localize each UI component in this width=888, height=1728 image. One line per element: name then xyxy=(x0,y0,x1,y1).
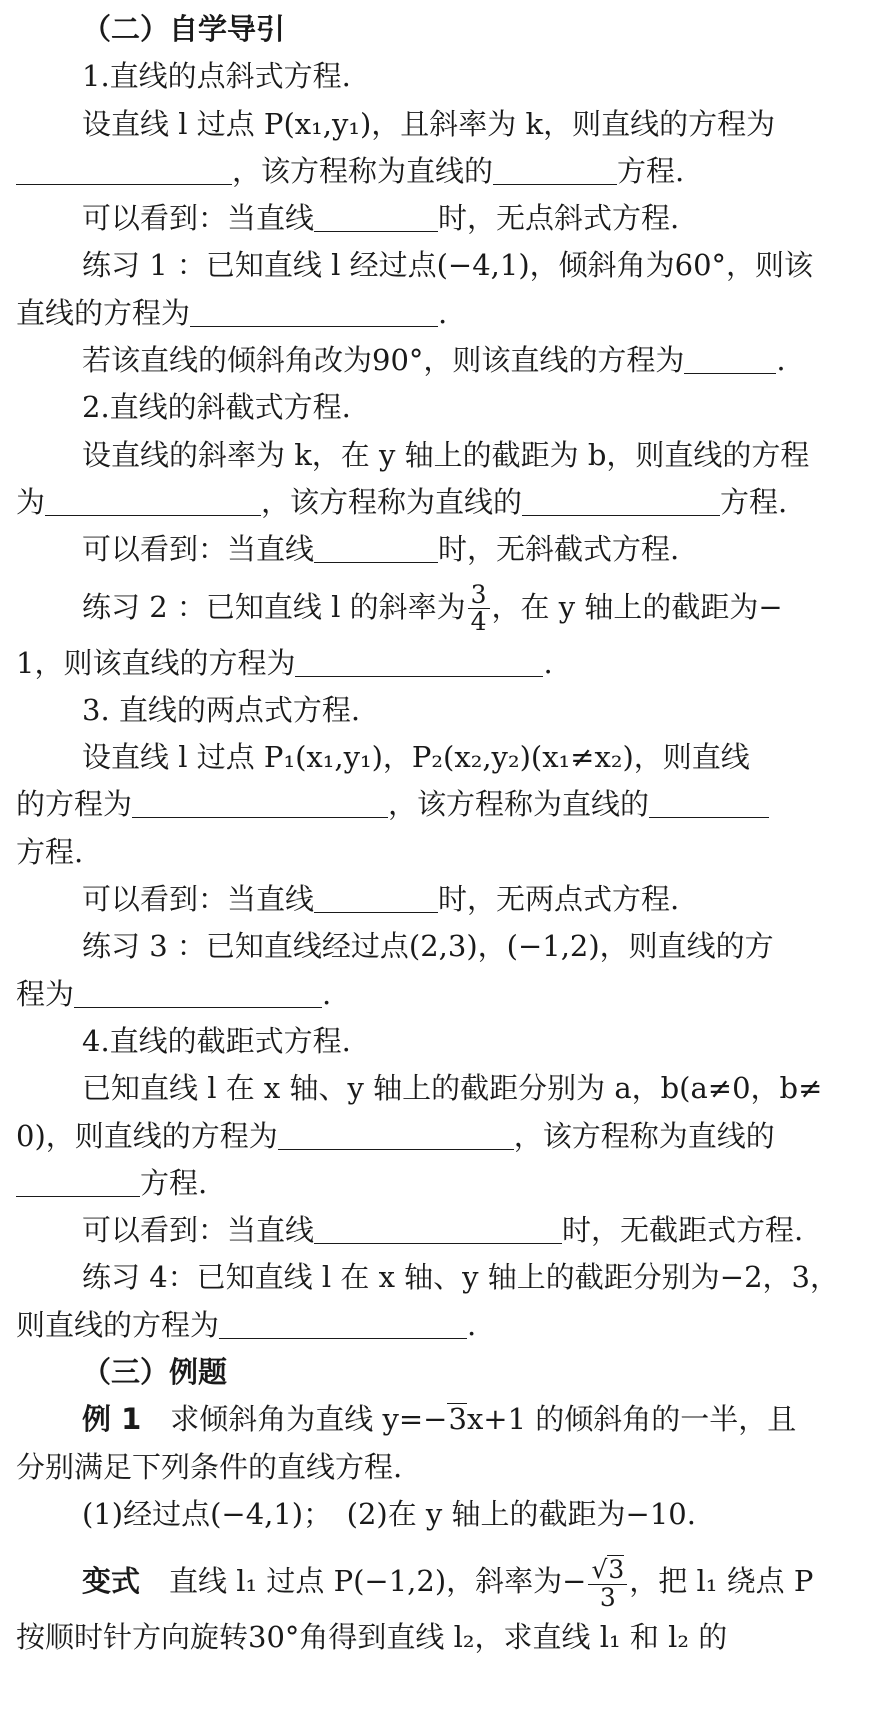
exercise-3: 练习 3 ：已知直线经过点(2,3)，(−1,2)，则直线的方 xyxy=(82,929,774,964)
fraction-denominator: 4 xyxy=(470,607,487,637)
text-span: ，该方程称为直线的 xyxy=(513,1118,775,1153)
exercise-4: 练习 4：已知直线 l 在 x 轴、y 轴上的截距分别为−2，3， xyxy=(82,1260,839,1295)
intercept-form-line2 xyxy=(16,1113,874,1160)
spacer xyxy=(16,1538,874,1548)
slope-intercept-condition xyxy=(16,526,874,573)
text-span: 程为 xyxy=(16,976,75,1011)
text-span: 直线 l₁ 过点 P(−1,2)，斜率为− xyxy=(169,1564,587,1599)
fraction xyxy=(468,579,490,637)
intercept-form-heading: 4.直线的截距式方程. xyxy=(82,1023,351,1058)
text-span: 练习 2 ：已知直线 l 的斜率为 xyxy=(82,589,466,624)
fraction xyxy=(588,1555,627,1611)
text-span: 方程. xyxy=(720,484,788,519)
example-1 xyxy=(16,1396,874,1443)
point-slope-condition xyxy=(16,195,874,242)
text-span: 则直线的方程为 xyxy=(16,1307,220,1342)
answer-blank[interactable] xyxy=(74,977,322,1008)
fraction-denominator: 3 xyxy=(599,1582,616,1612)
section-title-self-study: （二）自学导引 xyxy=(82,12,286,46)
answer-blank[interactable] xyxy=(16,154,232,185)
intercept-form-condition xyxy=(16,1207,874,1254)
text-span: 时，无点斜式方程. xyxy=(438,201,680,236)
sqrt-expression: 3 xyxy=(608,1555,625,1585)
exercise-4-line2 xyxy=(16,1302,874,1349)
exercise-3-line2 xyxy=(16,971,874,1018)
text-span: . xyxy=(438,295,448,330)
example-1-conditions: (1)经过点(−4,1)； (2)在 y 轴上的截距为−10. xyxy=(82,1496,696,1531)
example-label: 例 1 xyxy=(82,1402,142,1437)
answer-blank[interactable] xyxy=(649,787,769,818)
exercise-1: 练习 1 ：已知直线 l 经过点(−4,1)，倾斜角为60°，则该 xyxy=(82,248,814,283)
example-1-line2: 分别满足下列条件的直线方程. xyxy=(16,1449,403,1484)
two-point-heading: 3. 直线的两点式方程. xyxy=(82,692,361,727)
text-span: 求倾斜角为直线 y=− xyxy=(170,1402,448,1437)
text-span: 时，无斜截式方程. xyxy=(438,532,680,567)
text-span: ，该方程称为直线的 xyxy=(261,484,523,519)
text-span: 时，无两点式方程. xyxy=(438,882,680,917)
text-span: ，把 l₁ 绕点 P xyxy=(629,1564,814,1599)
answer-blank[interactable] xyxy=(314,532,438,563)
text-span: 方程. xyxy=(140,1165,208,1200)
sqrt-expression: 3 xyxy=(448,1402,467,1437)
fraction-numerator: 3 xyxy=(468,582,490,609)
text-span: . xyxy=(322,976,332,1011)
two-point-condition xyxy=(16,876,874,923)
intercept-form-line3 xyxy=(16,1160,874,1207)
slope-intercept-text: 设直线的斜率为 k，在 y 轴上的截距为 b，则直线的方程 xyxy=(82,437,810,472)
exercise-2-line2 xyxy=(16,640,874,687)
section-title-examples: （三）例题 xyxy=(82,1355,228,1390)
intercept-form-text: 已知直线 l 在 x 轴、y 轴上的截距分别为 a，b(a≠0，b≠ xyxy=(82,1071,823,1106)
text-span: 直线的方程为 xyxy=(16,295,191,330)
answer-blank[interactable] xyxy=(132,787,388,818)
text-span: ，在 y 轴上的截距为− xyxy=(491,589,783,624)
text-span: . xyxy=(467,1307,477,1342)
text-span: 若该直线的倾斜角改为90°，则该直线的方程为 xyxy=(82,343,685,378)
exercise-1-line3 xyxy=(16,337,874,384)
answer-blank[interactable] xyxy=(295,646,543,677)
two-point-text: 设直线 l 过点 P₁(x₁,y₁)，P₂(x₂,y₂)(x₁≠x₂)，则直线 xyxy=(82,740,750,775)
text-span: 可以看到：当直线 xyxy=(82,1213,315,1248)
answer-blank[interactable] xyxy=(16,1166,140,1197)
text-span: 可以看到：当直线 xyxy=(82,201,315,236)
text-span: . xyxy=(543,645,553,680)
variant-label: 变式 xyxy=(82,1564,141,1599)
point-slope-heading: 1.直线的点斜式方程. xyxy=(82,59,351,94)
answer-blank[interactable] xyxy=(219,1308,467,1339)
text-span: 可以看到：当直线 xyxy=(82,532,315,567)
text-span: 时，无截距式方程. xyxy=(562,1213,804,1248)
answer-blank[interactable] xyxy=(190,296,438,327)
variant-line2: 按顺时针方向旋转30°角得到直线 l₂，求直线 l₁ 和 l₂ 的 xyxy=(16,1620,728,1655)
text-span: 可以看到：当直线 xyxy=(82,882,315,917)
answer-blank[interactable] xyxy=(493,154,617,185)
answer-blank[interactable] xyxy=(45,485,261,516)
exercise-2 xyxy=(16,574,874,640)
answer-blank[interactable] xyxy=(314,201,438,232)
variant-problem xyxy=(16,1548,874,1614)
exercise-1-line2 xyxy=(16,290,874,337)
two-point-line3: 方程. xyxy=(16,834,84,869)
answer-blank[interactable] xyxy=(314,882,438,913)
slope-intercept-line2 xyxy=(16,479,874,526)
slope-intercept-heading: 2.直线的斜截式方程. xyxy=(82,390,351,425)
point-slope-line2 xyxy=(16,148,874,195)
text-span: 1，则该直线的方程为 xyxy=(16,645,296,680)
text-span: 为 xyxy=(16,484,46,519)
answer-blank[interactable] xyxy=(522,485,720,516)
answer-blank[interactable] xyxy=(684,343,776,374)
answer-blank[interactable] xyxy=(314,1213,562,1244)
two-point-line2 xyxy=(16,781,874,828)
text-span: 的方程为 xyxy=(16,787,133,822)
text-span: 0)，则直线的方程为 xyxy=(16,1118,278,1153)
answer-blank[interactable] xyxy=(278,1119,514,1150)
text-span: 方程. xyxy=(617,153,685,188)
text-span: x+1 的倾斜角的一半，且 xyxy=(466,1402,797,1437)
fraction-numerator: √3 xyxy=(588,1555,627,1585)
text-span: . xyxy=(776,343,786,378)
text-span: ，该方程称为直线的 xyxy=(232,153,494,188)
text-span: ，该方程称为直线的 xyxy=(388,787,650,822)
point-slope-text: 设直线 l 过点 P(x₁,y₁)，且斜率为 k，则直线的方程为 xyxy=(82,106,776,141)
